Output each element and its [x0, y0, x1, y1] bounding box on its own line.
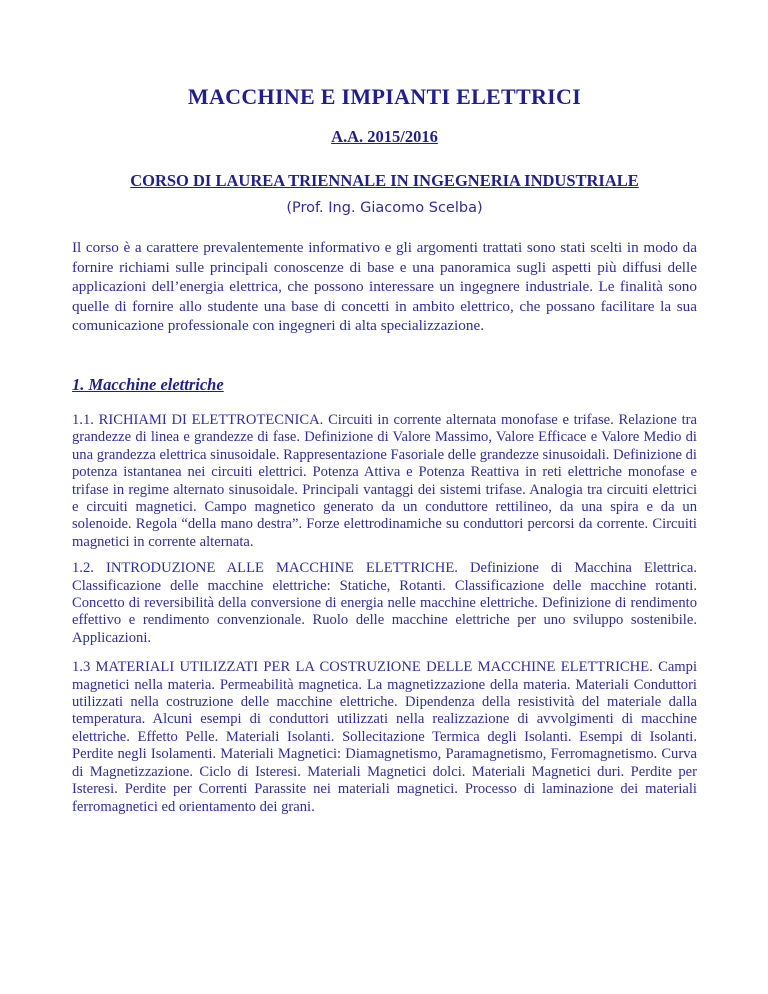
syllabus-paragraph-1-2: 1.2. INTRODUZIONE ALLE MACCHINE ELETTRICHE. Definizione di Macchina Elettrica. Classificazione delle macchine elettriche: Statiche, Rotanti. Classificazione delle macchine rotanti. Concetto di reversibilità della conversione di energia nelle macchine elettriche. Definizione di rendimento effettivo e rendimento convenzionale. Ruolo delle macchine elettriche per uno sviluppo sostenibile. Applicazioni.	[72, 560, 697, 646]
syllabus-paragraph-1-3: 1.3 MATERIALI UTILIZZATI PER LA COSTRUZIONE DELLE MACCHINE ELETTRICHE. Campi magnetici nella materia. Permeabilità magnetica. La magnetizzazione della materia. Materiali Conduttori utilizzati nella costruzione delle macchine elettriche. Dipendenza della resistività del materiale dalla temperatura. Alcuni esempi di conduttori utilizzati nella realizzazione di avvolgimenti di macchine elettriche. Effetto Pelle. Materiali Isolanti. Sollecitazione Termica degli Isolanti. Esempi di Isolanti. Perdite negli Isolamenti. Materiali Magnetici: Diamagnetismo, Paramagnetismo, Ferromagnetismo. Curva di Magnetizzazione. Ciclo di Isteresi. Materiali Magnetici dolci. Materiali Magnetici duri. Perdite per Isteresi. Perdite per Correnti Parassite nei materiali magnetici. Processo di laminazione dei materiali ferromagnetici ed orientamento dei grani.	[72, 659, 697, 815]
section-heading-macchine-elettriche: 1. Macchine elettriche	[72, 374, 224, 394]
course-title: MACCHINE E IMPIANTI ELETTRICI	[187, 84, 582, 109]
academic-year: A.A. 2015/2016	[331, 127, 438, 146]
intro-paragraph: Il corso è a carattere prevalentemente informativo e gli argomenti trattati sono stati scelti in modo da fornire richiami sulle principali conoscenze di base e una panoramica sugli aspetti più diffusi delle applicazioni dell’energia elettrica, che possono interessare un ingegnere industriale. Le finalità sono quelle di fornire allo studente una base di concetti in ambito elettrico, che possano facilitare la sua comunicazione professionale con ingegneri di alta specializzazione.	[72, 239, 697, 335]
degree-course-title: CORSO DI LAUREA TRIENNALE IN INGEGNERIA INDUSTRIALE	[130, 171, 639, 190]
professor-line: (Prof. Ing. Giacomo Scelba)	[286, 200, 483, 216]
syllabus-paragraph-1-1: 1.1. RICHIAMI DI ELETTROTECNICA. Circuiti in corrente alternata monofase e trifase. Relazione tra grandezze di linea e grandezze di fase. Definizione di Valore Massimo, Valore Efficace e Valore Medio di una grandezza elettrica sinusoidale. Rappresentazione Fasoriale delle grandezze sinusoidali. Definizione di potenza istantanea nei circuiti elettrici. Potenza Attiva e Potenza Reattiva in reti elettriche monofase e trifase in regime alternato sinusoidale. Principali vantaggi dei sistemi trifase. Analogia tra circuiti elettrici e circuiti magnetici. Campo magnetico generato da un conduttore rettilineo, da una spira e da un solenoide. Regola “della mano destra”. Forze elettrodinamiche su conduttori percorsi da corrente. Circuiti magnetici in corrente alternata.	[72, 411, 697, 550]
